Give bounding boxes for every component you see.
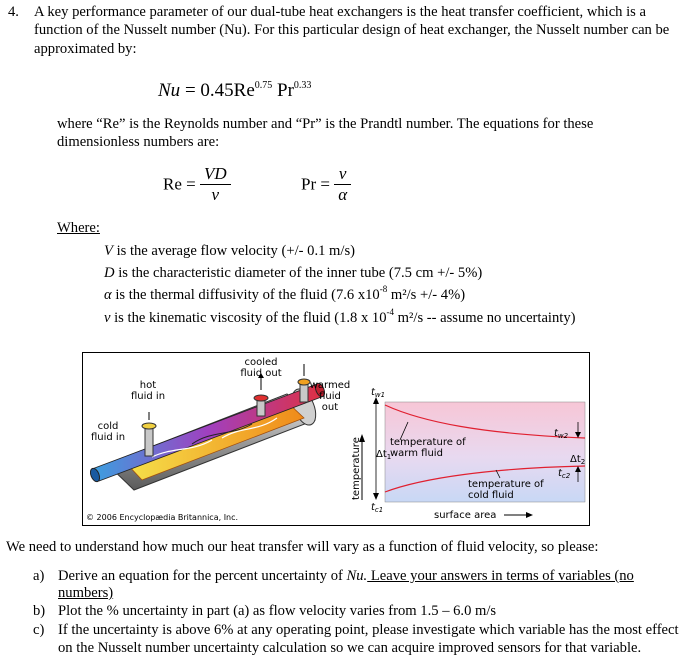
tw1-label: $t_{w1}$ bbox=[371, 387, 386, 399]
label-cooled: cooled bbox=[244, 357, 278, 368]
intro-line-2: function of the Nusselt number (Nu). For this particular design of heat exchanger, the Nusselt number can be bbox=[34, 22, 670, 38]
definition-viscosity bbox=[104, 309, 576, 327]
def-symbol: α bbox=[104, 287, 112, 303]
re-exponent: 0.75 bbox=[254, 79, 273, 91]
re-lhs: Re = bbox=[163, 174, 196, 194]
tc1-label: $t_{c1}$ bbox=[371, 502, 384, 514]
tw2-label: $t_{w2}$ bbox=[554, 428, 569, 440]
def-symbol: ν bbox=[104, 310, 111, 326]
def-text: is the characteristic diameter of the inner tube (7.5 cm +/- 5%) bbox=[114, 265, 483, 281]
definition-velocity bbox=[104, 242, 355, 260]
re-equation bbox=[163, 164, 231, 205]
pr-numerator: ν bbox=[334, 164, 351, 185]
label-warmed-fluid: fluid bbox=[319, 391, 341, 402]
pr-equation bbox=[301, 164, 351, 205]
task-b-label: b) bbox=[33, 603, 46, 619]
where-line-1: where “Re” is the Reynolds number and “Pr” is the Prandtl number. The equations for these bbox=[57, 116, 594, 132]
re-denominator: ν bbox=[211, 185, 220, 204]
nu-symbol: Nu bbox=[158, 80, 181, 101]
intro-line-3: approximated by: bbox=[34, 41, 137, 57]
where-line-2: dimensionless numbers are: bbox=[57, 134, 220, 150]
copyright-notice: © 2006 Encyclopædia Britannica, Inc. bbox=[86, 513, 239, 522]
tc2-label: $t_{c2}$ bbox=[558, 468, 571, 480]
definition-diameter bbox=[104, 264, 482, 282]
def-tail: m²/s -- assume no uncertainty) bbox=[394, 310, 576, 326]
def-text: is the average flow velocity (+/- 0.1 m/s) bbox=[112, 243, 355, 259]
cold-fluid-label-line1: temperature of bbox=[468, 479, 544, 490]
where-heading: Where: bbox=[57, 220, 100, 236]
def-text: is the kinematic viscosity of the fluid (1.8 x 10 bbox=[110, 310, 387, 326]
label-hot: hot bbox=[139, 380, 157, 391]
pr-denominator: α bbox=[338, 185, 348, 204]
task-c-line2: on the Nusselt number uncertainty calculation so we can acquire improved sensors for that variable. bbox=[58, 640, 642, 656]
task-a-line2: numbers) bbox=[58, 585, 114, 601]
temperature-axis-label: temperature bbox=[351, 437, 362, 500]
definition-diffusivity bbox=[104, 286, 465, 304]
def-exponent: -4 bbox=[386, 307, 395, 318]
dt2-label: $\Delta t_2$ bbox=[570, 454, 586, 466]
pr-exponent: 0.33 bbox=[293, 79, 312, 91]
re-numerator: VD bbox=[200, 164, 231, 185]
task-a-text bbox=[58, 567, 634, 585]
nusselt-equation bbox=[158, 80, 311, 102]
label-cold: cold bbox=[97, 421, 119, 432]
task-a-nu: Nu. bbox=[346, 568, 368, 584]
question-number: 4. bbox=[8, 4, 19, 20]
cold-fluid-label-line2: cold fluid bbox=[468, 490, 514, 501]
label-fluid-out: fluid out bbox=[240, 368, 282, 379]
def-tail: m²/s +/- 4%) bbox=[387, 287, 466, 303]
re-symbol: Re bbox=[233, 80, 255, 101]
task-a-underlined: Leave your answers in terms of variables (no bbox=[367, 568, 634, 584]
task-c-line1: If the uncertainty is above 6% at any operating point, please investigate which variable has the most effect bbox=[58, 622, 679, 638]
label-warmed: warmed bbox=[309, 380, 351, 391]
label-hot-fluid-in: fluid in bbox=[130, 391, 166, 402]
task-c-label: c) bbox=[33, 622, 45, 638]
heat-exchanger-figure bbox=[82, 352, 590, 526]
task-a-label: a) bbox=[33, 568, 45, 584]
tasks-intro: We need to understand how much our heat transfer will vary as a function of fluid velocity, so please: bbox=[6, 539, 599, 555]
def-exponent: -8 bbox=[379, 284, 388, 295]
def-symbol: V bbox=[104, 243, 113, 259]
def-text: is the thermal diffusivity of the fluid (7.6 x10 bbox=[111, 287, 380, 303]
figure-svg bbox=[82, 352, 590, 526]
warm-fluid-label-line2: warm fluid bbox=[390, 448, 443, 459]
nu-equals: = 0.45 bbox=[184, 80, 234, 101]
surface-area-label: surface area bbox=[434, 510, 497, 521]
task-b-text: Plot the % uncertainty in part (a) as flow velocity varies from 1.5 – 6.0 m/s bbox=[58, 603, 497, 619]
intro-line-1: A key performance parameter of our dual-tube heat exchangers is the heat transfer coefficient, which is a bbox=[34, 4, 646, 20]
label-warmed-out: out bbox=[321, 402, 339, 413]
pr-symbol: Pr bbox=[277, 80, 294, 101]
warm-fluid-label-line1: temperature of bbox=[390, 437, 466, 448]
label-cold-fluid-in: fluid in bbox=[90, 432, 126, 443]
dt1-label: $\Delta t_1$ bbox=[376, 449, 392, 461]
def-symbol: D bbox=[104, 265, 115, 281]
task-a-pre: Derive an equation for the percent uncertainty of bbox=[58, 568, 347, 584]
pr-lhs: Pr = bbox=[301, 174, 330, 194]
